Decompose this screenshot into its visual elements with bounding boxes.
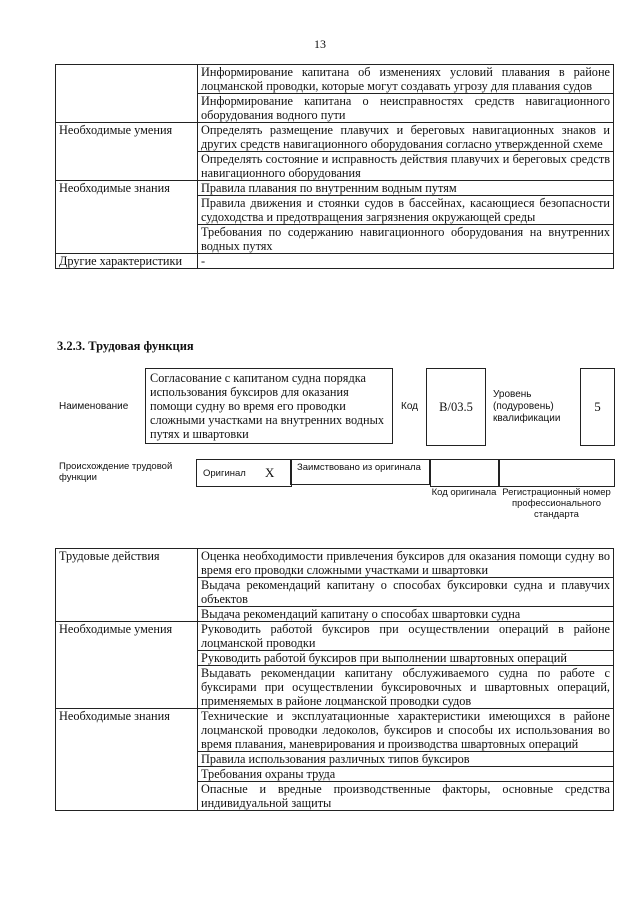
- labor-actions-table: [55, 548, 614, 811]
- competency-table-continued: [55, 64, 614, 269]
- name-label: Наименование: [59, 401, 129, 412]
- row-header: Необходимые знания: [56, 709, 198, 811]
- row-header: Необходимые умения: [56, 622, 198, 709]
- list-item: Выдача рекомендаций капитану о способах буксировки судна и плавучих объектов: [198, 578, 614, 607]
- registration-caption: Регистрационный номер профессионального стандарта: [502, 487, 611, 520]
- row-header: Необходимые умения: [56, 123, 198, 181]
- table-row: [56, 181, 614, 196]
- list-item: Информирование капитана об изменениях условий плавания в районе лоцманской проводки, которые могут создавать угрозу для плавания судов: [198, 65, 614, 94]
- list-item: Руководить работой буксиров при осуществлении операций в районе лоцманской проводки: [198, 622, 614, 651]
- table-row: [56, 123, 614, 152]
- row-header: Другие характеристики: [56, 254, 198, 269]
- row-header: Трудовые действия: [56, 549, 198, 622]
- list-item: Выдавать рекомендации капитану обслуживаемого судна по работе с буксирами при осуществлении буксировочных и швартовных операций, применяемых в районе лоцманской проводки судов: [198, 666, 614, 709]
- list-item: Оценка необходимости привлечения буксиров для оказания помощи судну во время его проводки сложными участками и швартовки: [198, 549, 614, 578]
- level-label: Уровень (подуровень) квалификации: [493, 389, 561, 424]
- function-name-box: [145, 368, 393, 444]
- list-item: Определять размещение плавучих и береговых навигационных знаков и других средств навигационного оборудования согласно утвержденной схеме: [198, 123, 614, 152]
- list-item: Информирование капитана о неисправностях средств навигационного оборудования водного пути: [198, 94, 614, 123]
- function-name-value: Согласование с капитаном судна порядка использования буксиров для оказания помощи судну во время его проводки сложными участками на внутренних водных путях и швартовки: [150, 371, 385, 441]
- borrowed-label: Заимствовано из оригинала: [297, 462, 421, 473]
- origin-code-caption: Код оригинала: [431, 487, 497, 498]
- original-mark: X: [265, 465, 275, 480]
- list-item: Правила движения и стоянки судов в бассейнах, касающиеся безопасности судоходства и предотвращения загрязнения окружающей среды: [198, 196, 614, 225]
- list-item: Выдача рекомендаций капитану о способах швартовки судна: [198, 607, 614, 622]
- borrowed-box: [290, 459, 430, 485]
- list-item: Правила плавания по внутренним водным путям: [198, 181, 614, 196]
- list-item: Руководить работой буксиров при выполнении швартовных операций: [198, 651, 614, 666]
- row-header: [56, 65, 198, 123]
- list-item: Требования по содержанию навигационного оборудования на внутренних водных путях: [198, 225, 614, 254]
- table-row: [56, 622, 614, 651]
- page-number: 13: [314, 37, 326, 51]
- list-item: Опасные и вредные производственные факторы, основные средства индивидуальной защиты: [198, 782, 614, 811]
- row-header: Необходимые знания: [56, 181, 198, 254]
- list-item: -: [198, 254, 614, 269]
- table-row: [56, 709, 614, 752]
- list-item: Технические и эксплуатационные характеристики имеющихся в районе лоцманской проводки ледоколов, буксиров и способы их использования во время плавания, маневрирования и производства швартовных операций: [198, 709, 614, 752]
- table-row: [56, 254, 614, 269]
- origin-code-box: [430, 459, 500, 487]
- origin-label: Происхождение трудовой функции: [59, 461, 173, 483]
- original-box: [196, 459, 292, 487]
- original-label: Оригинал: [203, 468, 246, 479]
- level-value: 5: [594, 399, 601, 414]
- registration-number-box: [498, 459, 615, 487]
- level-box: [580, 368, 615, 446]
- list-item: Требования охраны труда: [198, 767, 614, 782]
- table-row: [56, 549, 614, 578]
- list-item: Определять состояние и исправность действия плавучих и береговых средств навигационного оборудования: [198, 152, 614, 181]
- code-box: [426, 368, 486, 446]
- section-title: 3.2.3. Трудовая функция: [57, 339, 194, 353]
- list-item: Правила использования различных типов буксиров: [198, 752, 614, 767]
- code-label: Код: [401, 401, 419, 412]
- code-value: B/03.5: [439, 399, 473, 414]
- table-row: [56, 65, 614, 94]
